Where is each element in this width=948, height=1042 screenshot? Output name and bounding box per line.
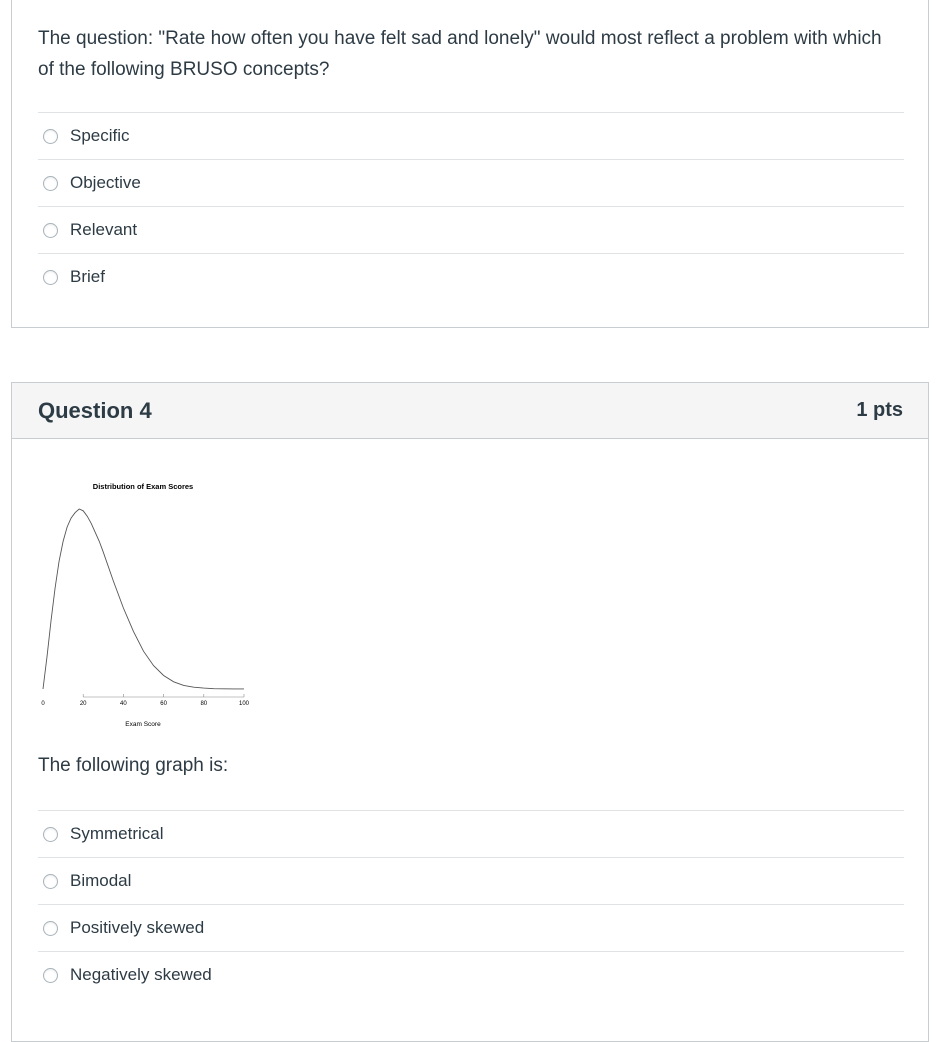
answer-option[interactable] bbox=[38, 253, 904, 300]
answer-option[interactable] bbox=[38, 810, 904, 857]
radio-button[interactable] bbox=[43, 270, 58, 285]
question-4-answers bbox=[38, 810, 904, 998]
answer-option[interactable] bbox=[38, 904, 904, 951]
chart-title: Distribution of Exam Scores bbox=[92, 482, 194, 491]
answer-label[interactable]: Brief bbox=[70, 267, 105, 286]
x-tick-label: 60 bbox=[160, 701, 167, 707]
exam-score-chart bbox=[38, 473, 268, 733]
radio-button[interactable] bbox=[43, 129, 58, 144]
radio-button[interactable] bbox=[43, 921, 58, 936]
radio-button[interactable] bbox=[43, 874, 58, 889]
question-4-header bbox=[12, 383, 928, 439]
question-3-card bbox=[11, 0, 929, 328]
answer-label[interactable]: Symmetrical bbox=[70, 824, 164, 843]
question-3-text: The question: "Rate how often you have felt sad and lonely" would most reflect a problem with which of the following BRUSO concepts? bbox=[38, 28, 882, 80]
question-3-answers bbox=[38, 112, 904, 300]
answer-label[interactable]: Objective bbox=[70, 173, 141, 192]
x-tick-label: 100 bbox=[238, 701, 250, 707]
answer-option[interactable] bbox=[38, 951, 904, 998]
radio-button[interactable] bbox=[43, 223, 58, 238]
answer-label[interactable]: Positively skewed bbox=[70, 918, 205, 937]
radio-button[interactable] bbox=[43, 176, 58, 191]
answer-label[interactable]: Specific bbox=[70, 126, 130, 145]
answer-option[interactable] bbox=[38, 857, 904, 904]
x-tick-label: 20 bbox=[79, 701, 87, 707]
x-tick-label: 40 bbox=[120, 701, 127, 707]
radio-button[interactable] bbox=[43, 968, 58, 983]
question-4-card bbox=[11, 382, 929, 1042]
answer-label[interactable]: Negatively skewed bbox=[70, 965, 212, 984]
x-tick-label: 0 bbox=[41, 701, 45, 707]
radio-button[interactable] bbox=[43, 827, 58, 842]
answer-option[interactable] bbox=[38, 159, 904, 206]
answer-option[interactable] bbox=[38, 206, 904, 253]
question-4-text: The following graph is: bbox=[38, 755, 229, 776]
question-points: 1 pts bbox=[856, 399, 903, 421]
answer-label[interactable]: Bimodal bbox=[70, 871, 132, 890]
x-tick-label: 80 bbox=[200, 701, 208, 707]
x-axis-label: Exam Score bbox=[125, 721, 161, 728]
answer-option[interactable] bbox=[38, 112, 904, 159]
x-axis-ticks bbox=[41, 694, 249, 707]
question-title: Question 4 bbox=[38, 397, 152, 423]
answer-label[interactable]: Relevant bbox=[70, 220, 138, 239]
density-curve bbox=[43, 509, 244, 689]
